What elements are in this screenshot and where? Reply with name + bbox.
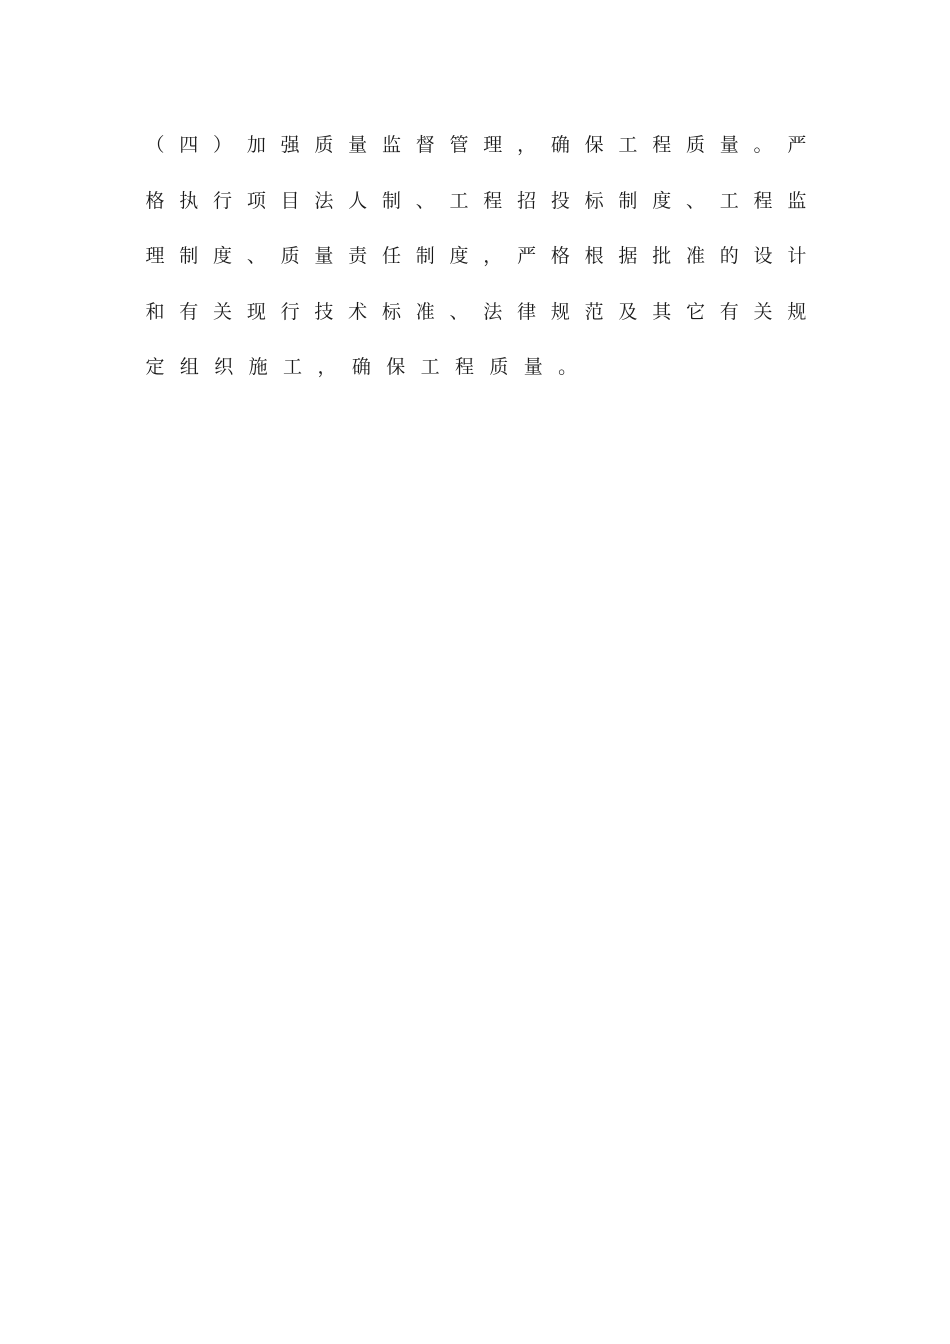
- text-glyph: 度: [213, 245, 233, 267]
- text-glyph: ，: [483, 245, 503, 267]
- text-glyph: 量: [719, 134, 739, 156]
- text-glyph: 程: [455, 356, 475, 378]
- text-glyph: 、: [685, 189, 705, 212]
- text-glyph: 管: [449, 134, 469, 156]
- text-glyph: 行: [280, 300, 300, 323]
- text-glyph: 加: [246, 134, 266, 156]
- paragraph-line: [145, 350, 807, 384]
- text-glyph: 有: [179, 300, 199, 323]
- text-glyph: 制: [415, 245, 435, 267]
- text-glyph: 招: [517, 189, 537, 212]
- text-glyph: 目: [280, 189, 300, 212]
- text-glyph: 投: [550, 189, 570, 212]
- text-glyph: 范: [584, 300, 604, 323]
- text-glyph: 质: [685, 134, 705, 156]
- text-glyph: 强: [280, 134, 300, 156]
- text-glyph: 根: [584, 245, 604, 267]
- text-glyph: 督: [415, 134, 435, 156]
- text-glyph: 、: [246, 245, 266, 267]
- text-glyph: 理: [483, 134, 503, 156]
- text-glyph: 责: [348, 245, 368, 267]
- text-glyph: 制: [381, 189, 401, 212]
- text-glyph: 术: [348, 300, 368, 323]
- text-glyph: 据: [618, 245, 638, 267]
- text-glyph: 。: [753, 134, 773, 156]
- body-paragraph: [145, 128, 807, 406]
- text-glyph: 关: [213, 300, 233, 323]
- text-glyph: 四: [179, 134, 199, 156]
- text-glyph: 关: [753, 300, 773, 323]
- text-glyph: 行: [213, 189, 233, 212]
- text-glyph: （: [145, 134, 165, 156]
- text-glyph: 制: [179, 245, 199, 267]
- text-glyph: 监: [787, 189, 807, 212]
- text-glyph: 工: [719, 189, 739, 212]
- text-glyph: 人: [348, 189, 368, 212]
- text-glyph: 法: [483, 300, 503, 323]
- text-glyph: 。: [558, 356, 578, 378]
- text-glyph: 严: [787, 134, 807, 156]
- text-glyph: 量: [523, 356, 543, 378]
- text-glyph: 的: [719, 245, 739, 267]
- text-glyph: 质: [314, 134, 334, 156]
- text-glyph: 质: [280, 245, 300, 267]
- text-glyph: 理: [145, 245, 165, 267]
- text-glyph: 计: [787, 245, 807, 267]
- text-glyph: 格: [550, 245, 570, 267]
- text-glyph: 法: [314, 189, 334, 212]
- text-glyph: 施: [248, 356, 268, 378]
- text-glyph: 其: [652, 300, 672, 323]
- text-glyph: 织: [214, 356, 234, 378]
- text-glyph: 定: [145, 356, 165, 378]
- text-glyph: 、: [449, 300, 469, 323]
- text-glyph: 技: [314, 300, 334, 323]
- text-glyph: 现: [246, 300, 266, 323]
- text-glyph: 程: [753, 189, 773, 212]
- text-glyph: 组: [179, 356, 199, 378]
- text-glyph: 格: [145, 189, 165, 212]
- paragraph-line: [145, 295, 807, 329]
- paragraph-line: [145, 184, 807, 218]
- paragraph-line: [145, 128, 807, 162]
- text-glyph: 有: [719, 300, 739, 323]
- text-glyph: 工: [449, 189, 469, 212]
- text-glyph: ，: [517, 134, 537, 156]
- text-glyph: 度: [449, 245, 469, 267]
- text-glyph: 确: [351, 356, 371, 378]
- text-glyph: 程: [483, 189, 503, 212]
- text-glyph: 保: [584, 134, 604, 156]
- text-glyph: 量: [348, 134, 368, 156]
- text-glyph: 标: [584, 189, 604, 212]
- text-glyph: ）: [213, 134, 233, 156]
- text-glyph: 设: [753, 245, 773, 267]
- text-glyph: 批: [652, 245, 672, 267]
- text-glyph: 准: [685, 245, 705, 267]
- text-glyph: 监: [381, 134, 401, 156]
- text-glyph: ，: [317, 356, 337, 378]
- text-glyph: 它: [685, 300, 705, 323]
- text-glyph: 量: [314, 245, 334, 267]
- text-glyph: 标: [381, 300, 401, 323]
- text-glyph: 质: [489, 356, 509, 378]
- text-glyph: 及: [618, 300, 638, 323]
- text-glyph: 规: [550, 300, 570, 323]
- text-glyph: 执: [179, 189, 199, 212]
- text-glyph: 规: [787, 300, 807, 323]
- text-glyph: 度: [652, 189, 672, 212]
- text-glyph: 准: [415, 300, 435, 323]
- text-glyph: 和: [145, 300, 165, 323]
- text-glyph: 保: [386, 356, 406, 378]
- text-glyph: 程: [652, 134, 672, 156]
- text-glyph: 任: [381, 245, 401, 267]
- paragraph-line: [145, 239, 807, 273]
- text-glyph: 律: [517, 300, 537, 323]
- text-glyph: 、: [415, 189, 435, 212]
- text-glyph: 工: [618, 134, 638, 156]
- text-glyph: 项: [246, 189, 266, 212]
- text-glyph: 工: [283, 356, 303, 378]
- text-glyph: 严: [517, 245, 537, 267]
- text-glyph: 制: [618, 189, 638, 212]
- text-glyph: 确: [550, 134, 570, 156]
- text-glyph: 工: [420, 356, 440, 378]
